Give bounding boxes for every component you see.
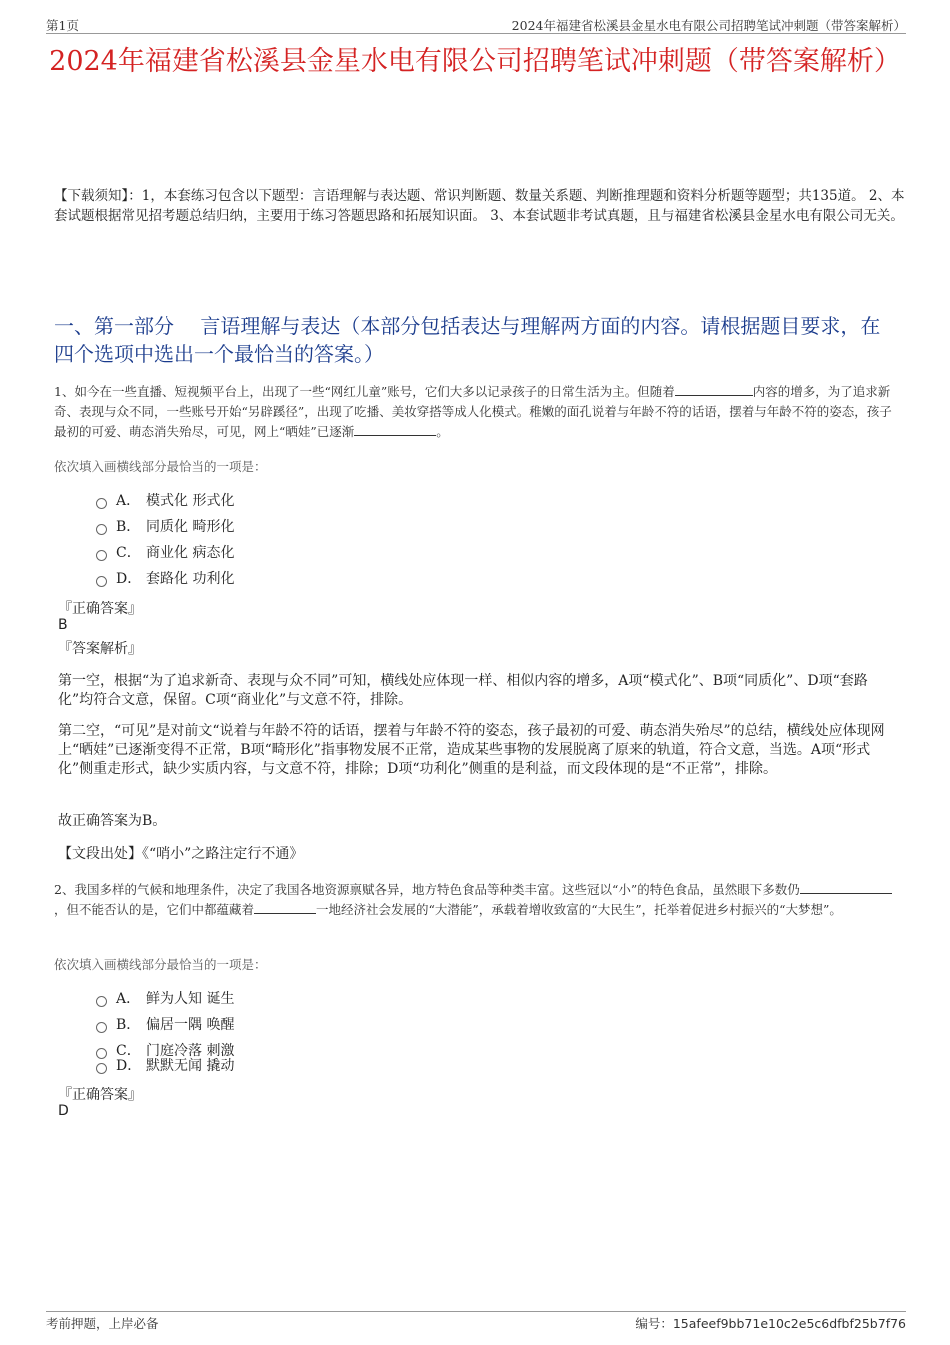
- footer-divider: [46, 1311, 906, 1312]
- header-divider: [46, 33, 906, 34]
- q1-text-part-b: 内容的增多，为了追求新奇、表现与众不同，一些账号开始“另辟蹊径”，出现了吃播、美妆穿搭等成人化模式。稚嫩的面孔说着与年龄不符的话语，摆着与年龄不符的姿态，孩子最初的可爱、萌态消失殆尽，可见，网上“晒娃”已逐渐: [54, 384, 892, 439]
- q2-text-part-c: 一地经济社会发展的“大潜能”，承载着增收致富的“大民生”，托举着促进乡村振兴的“大梦想”。: [316, 902, 842, 917]
- option-letter: D．: [116, 1058, 142, 1074]
- q2-correct-answer: D: [58, 1103, 69, 1119]
- question-1-text: [54, 382, 900, 442]
- q1-option-c[interactable]: [96, 542, 234, 562]
- q2-correct-label: 『正确答案』: [58, 1087, 142, 1103]
- option-letter: B．: [116, 519, 141, 535]
- q1-source: 【文段出处】《“哨小”之路注定行不通》: [58, 846, 304, 862]
- option-text: 模式化 形式化: [146, 493, 235, 509]
- option-text: 同质化 畸形化: [146, 519, 235, 535]
- footer-slogan: 考前押题，上岸必备: [46, 1316, 159, 1331]
- page-number: 第1页: [46, 18, 79, 33]
- q1-option-a[interactable]: [96, 490, 234, 510]
- q1-analysis-label: 『答案解析』: [58, 641, 142, 657]
- download-notice: 【下载须知】：1，本套练习包含以下题型：言语理解与表达题、常识判断题、数量关系题、判断推理题和资料分析题等题型；共135道。 2、本套试题根据常见招考题总结归纳，主要用于练习答题思路和拓展知识面。 3、本套试题非考试真题，且与福建省松溪县金星水电有限公司无关。: [54, 188, 905, 224]
- option-text: 门庭冷落 刺激: [146, 1043, 235, 1059]
- q1-option-b[interactable]: [96, 516, 234, 536]
- q1-instruction: 依次填入画横线部分最恰当的一项是：: [54, 459, 267, 474]
- q2-text-part-a: 2、我国多样的气候和地理条件，决定了我国各地资源禀赋各异，地方特色食品等种类丰富。这些冠以“小”的特色食品，虽然眼下多数仍: [54, 882, 800, 897]
- option-text: 偏居一隅 唤醒: [146, 1017, 235, 1033]
- radio-icon[interactable]: [96, 996, 107, 1007]
- q1-blank-1: [675, 395, 753, 396]
- option-letter: A．: [116, 493, 141, 509]
- running-header-title: 2024年福建省松溪县金星水电有限公司招聘笔试冲刺题（带答案解析）: [511, 18, 906, 33]
- radio-icon[interactable]: [96, 550, 107, 561]
- option-text: 商业化 病态化: [146, 545, 235, 561]
- q2-option-a[interactable]: [96, 988, 234, 1008]
- option-text: 鲜为人知 诞生: [146, 991, 235, 1007]
- option-letter: C．: [116, 1043, 141, 1059]
- footer-code: [635, 1314, 906, 1332]
- option-text: 默默无闻 撬动: [146, 1058, 235, 1074]
- q1-analysis-paragraph-2: 第二空，“可见”是对前文“说着与年龄不符的话语，摆着与年龄不符的姿态，孩子最初的可爱、萌态消失殆尽”的总结，横线处应体现网上“晒娃”已逐渐变得不正常，B项“畸形化”指事物发展不正常，造成某些事物的发展脱离了原来的轨道，符合文意，当选。A项“形式化”侧重走形式，缺少实质内容，与文意不符，排除；D项“功利化”侧重的是利益，而文段体现的是“不正常”，排除。: [58, 723, 885, 777]
- radio-icon[interactable]: [96, 1063, 107, 1074]
- option-letter: B．: [116, 1017, 141, 1033]
- q1-correct-label: 『正确答案』: [58, 601, 142, 617]
- radio-icon[interactable]: [96, 498, 107, 509]
- q2-option-b[interactable]: [96, 1014, 234, 1034]
- document-title: 2024年福建省松溪县金星水电有限公司招聘笔试冲刺题（带答案解析）: [49, 46, 901, 77]
- footer-code-label: 编号：: [635, 1316, 673, 1331]
- q2-blank-1: [800, 893, 892, 894]
- option-letter: A．: [116, 991, 141, 1007]
- q1-text-part-c: 。: [436, 424, 449, 439]
- radio-icon[interactable]: [96, 524, 107, 535]
- q2-instruction: 依次填入画横线部分最恰当的一项是：: [54, 957, 267, 972]
- option-letter: D．: [116, 571, 142, 587]
- radio-icon[interactable]: [96, 576, 107, 587]
- q2-blank-2: [254, 913, 316, 914]
- q1-conclusion: 故正确答案为B。: [58, 813, 167, 829]
- q1-analysis-paragraph-1: 第一空，根据“为了追求新奇、表现与众不同”可知，横线处应体现一样、相似内容的增多，A项“模式化”、B项“同质化”、D项“套路化”均符合文意，保留。C项“商业化”与文意不符，排除。: [58, 673, 868, 708]
- question-2-text: [54, 880, 900, 920]
- q1-option-d[interactable]: [96, 568, 234, 588]
- option-letter: C．: [116, 545, 141, 561]
- footer-code-value: 15afeef9bb71e10c2e5c6dfbf25b7f76: [672, 1316, 906, 1331]
- section-title: 一、第一部分 言语理解与表达（本部分包括表达与理解两方面的内容。请根据题目要求，在四个选项中选出一个最恰当的答案。）: [54, 314, 881, 366]
- option-text: 套路化 功利化: [146, 571, 235, 587]
- q2-option-d[interactable]: [96, 1055, 234, 1075]
- radio-icon[interactable]: [96, 1022, 107, 1033]
- q2-text-part-b: ，但不能否认的是，它们中都蕴藏着: [54, 902, 255, 917]
- q1-blank-2: [354, 435, 436, 436]
- q1-text-part-a: 1、如今在一些直播、短视频平台上，出现了一些“网红儿童”账号，它们大多以记录孩子的日常生活为主。但随着: [54, 384, 675, 399]
- q1-correct-answer: B: [58, 617, 68, 633]
